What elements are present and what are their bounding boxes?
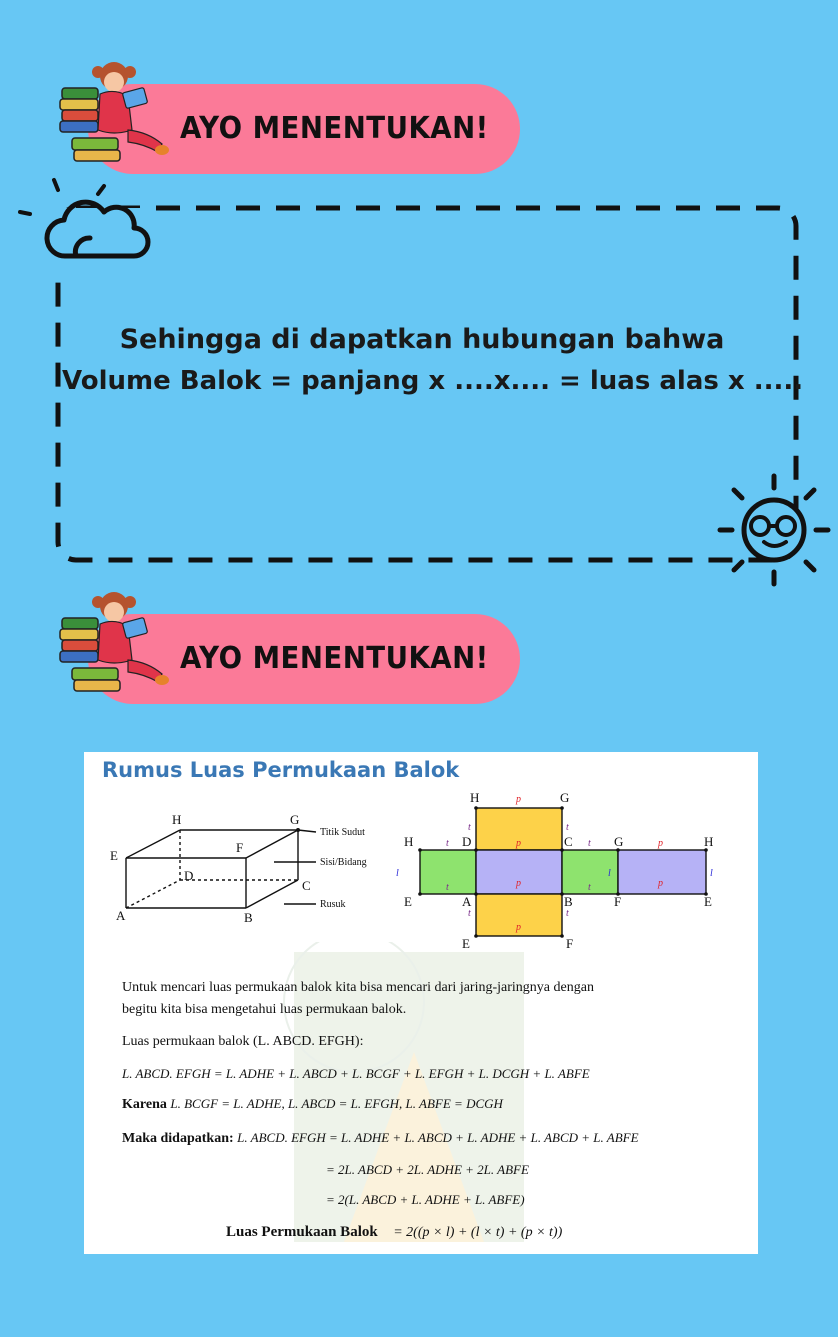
net-H-right: H bbox=[704, 834, 714, 849]
svg-text:p: p bbox=[516, 838, 521, 849]
net-drawing bbox=[420, 808, 706, 936]
v-C: C bbox=[302, 878, 311, 893]
box-line-2: Volume Balok = panjang x ....x.... = luas alas x ..... bbox=[62, 366, 804, 396]
v-E: E bbox=[110, 848, 118, 863]
svg-text:t: t bbox=[588, 882, 591, 893]
maka-label: Maka didapatkan: bbox=[122, 1131, 234, 1146]
svg-text:t: t bbox=[566, 908, 569, 919]
box-line-1: Sehingga di dapatkan hubungan bahwa bbox=[119, 324, 725, 355]
legend-titik-sudut: Titik Sudut bbox=[320, 827, 365, 838]
net-F-bottom: F bbox=[566, 936, 574, 951]
svg-text:p: p bbox=[658, 838, 663, 849]
svg-text:l: l bbox=[710, 868, 713, 879]
v-F: F bbox=[236, 840, 244, 855]
equation-step-3: = 2(L. ABCD + L. ADHE + L. ABFE) bbox=[326, 1192, 525, 1207]
maka-row bbox=[122, 1130, 639, 1147]
karena-row bbox=[122, 1096, 503, 1113]
formula-panel bbox=[84, 752, 758, 1254]
karena-label: Karena bbox=[122, 1097, 167, 1112]
cloud-icon bbox=[14, 176, 154, 268]
net-E-right: E bbox=[704, 894, 712, 909]
intro-line-2: begitu kita bisa mengetahui luas permukaan balok. bbox=[122, 1002, 407, 1017]
net-D: D bbox=[462, 834, 472, 849]
final-equation: = 2((p × l) + (l × t) + (p × t)) bbox=[393, 1225, 563, 1240]
svg-text:t: t bbox=[588, 838, 591, 849]
svg-text:t: t bbox=[468, 908, 471, 919]
net-H-left: H bbox=[404, 834, 414, 849]
maka-equation: L. ABCD. EFGH = L. ADHE + L. ABCD + L. ADHE + L. ABCD + L. ABFE bbox=[237, 1130, 639, 1145]
final-row bbox=[226, 1224, 562, 1241]
final-label: Luas Permukaan Balok bbox=[226, 1224, 378, 1240]
v-G: G bbox=[290, 812, 300, 827]
net-E-bottom: E bbox=[462, 936, 470, 951]
svg-text:t: t bbox=[566, 822, 569, 833]
v-B: B bbox=[244, 910, 253, 925]
svg-text:p: p bbox=[658, 878, 663, 889]
net-E-left: E bbox=[404, 894, 412, 909]
legend-rusuk: Rusuk bbox=[320, 899, 346, 910]
sun-with-glasses-icon bbox=[716, 470, 832, 588]
equation-step-2: = 2L. ABCD + 2L. ADHE + 2L. ABFE bbox=[326, 1162, 529, 1177]
panel-title: Rumus Luas Permukaan Balok bbox=[102, 758, 460, 782]
svg-text:p: p bbox=[516, 878, 521, 889]
svg-text:t: t bbox=[468, 822, 471, 833]
svg-text:t: t bbox=[446, 882, 449, 893]
banner-1-label: AYO MENENTUKAN! bbox=[180, 111, 489, 146]
girl-reading-books-icon bbox=[58, 58, 178, 170]
net-A: A bbox=[462, 894, 472, 909]
net-B: B bbox=[564, 894, 573, 909]
svg-text:l: l bbox=[608, 868, 611, 879]
legend-sisi-bidang: Sisi/Bidang bbox=[320, 857, 367, 868]
banner-2-label: AYO MENENTUKAN! bbox=[180, 641, 489, 676]
cuboid-drawing bbox=[126, 830, 316, 908]
svg-text:l: l bbox=[396, 868, 399, 879]
v-H: H bbox=[172, 812, 182, 827]
karena-equation: L. BCGF = L. ADHE, L. ABCD = L. EFGH, L. ABFE = DCGH bbox=[170, 1096, 503, 1111]
net-G-top: G bbox=[560, 790, 570, 805]
svg-text:p: p bbox=[516, 922, 521, 933]
net-C: C bbox=[564, 834, 573, 849]
net-H-top: H bbox=[470, 790, 480, 805]
girl-reading-books-icon-2 bbox=[58, 588, 178, 700]
v-A: A bbox=[116, 908, 126, 923]
equation-1: L. ABCD. EFGH = L. ADHE + L. ABCD + L. BCGF + L. EFGH + L. DCGH + L. ABFE bbox=[122, 1066, 590, 1081]
svg-text:p: p bbox=[516, 794, 521, 805]
v-D: D bbox=[184, 868, 194, 883]
svg-text:t: t bbox=[446, 838, 449, 849]
net-F: F bbox=[614, 894, 622, 909]
intro-line-1: Untuk mencari luas permukaan balok kita bisa mencari dari jaring-jaringnya dengan bbox=[122, 980, 594, 995]
net-G: G bbox=[614, 834, 624, 849]
lp-label: Luas permukaan balok (L. ABCD. EFGH): bbox=[122, 1034, 364, 1049]
